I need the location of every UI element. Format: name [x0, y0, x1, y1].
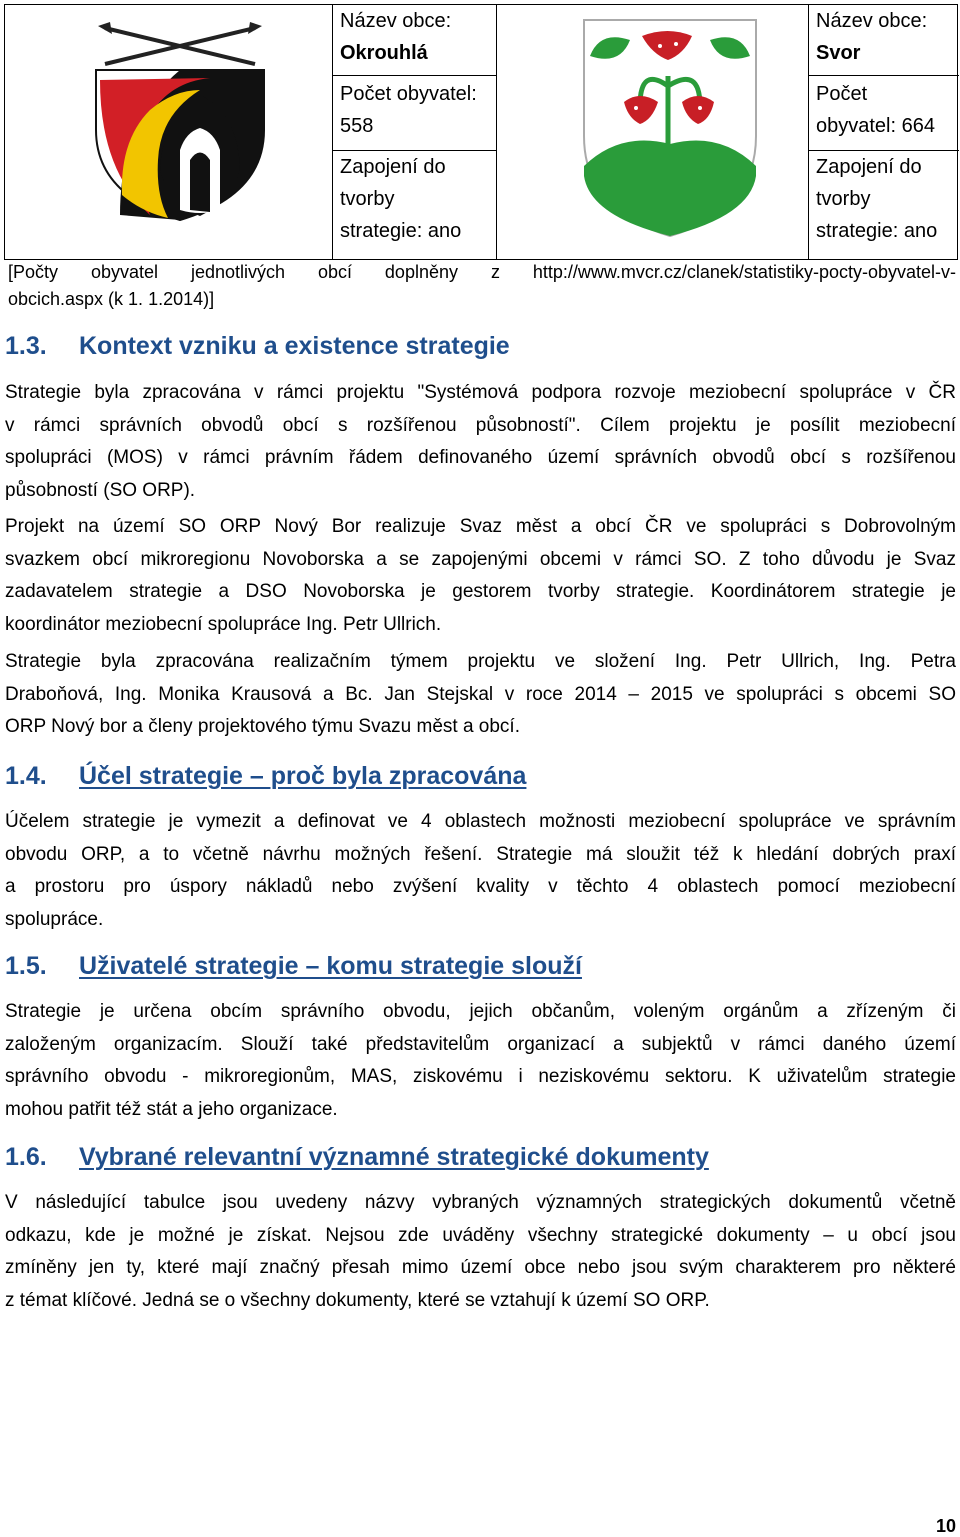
paragraph-line: Strategie je určena obcím správního obvodu, jejich občanům, voleným orgánům a zřízeným či [5, 1001, 956, 1022]
source-word: z [490, 262, 500, 282]
section-heading [5, 762, 526, 791]
paragraph-line: obvodu ORP, a to včetně návrhu možných řešení. Strategie má sloužit též k hledání dobrých praxí [5, 843, 956, 865]
svor-name: Svor [816, 42, 861, 64]
paragraph-line: ORP Nový bor a členy projektového týmu Svazu měst a obcí. [5, 716, 520, 737]
table-divider [332, 75, 496, 76]
svor-name-label: Název obce: [816, 10, 928, 32]
paragraph [5, 996, 956, 1126]
source-word: obyvatel [90, 262, 159, 282]
paragraph-line: spolupráci (MOS) v rámci právním řádem definovaného území správních obvodů obcí s rozšířenou [5, 447, 956, 468]
okrouhla-coat-of-arms [90, 20, 270, 222]
paragraph-line: Strategie byla zpracována v rámci projektu "Systémová podpora rozvoje meziobecní spolupráce v ČR [5, 382, 956, 403]
okrouhla-name-label: Název obce: [340, 10, 452, 32]
source-word: jednotlivých [190, 262, 286, 282]
paragraph-line: správního obvodu - mikroregionům, MAS, ziskovému i neziskovému sektoru. K uživatelům strategie [5, 1066, 956, 1087]
table-divider [332, 5, 333, 259]
paragraph-line: Projekt na území SO ORP Nový Bor realizuje Svaz měst a obcí ČR ve spolupráci s Dobrovolným [5, 516, 956, 537]
paragraph [5, 1187, 956, 1317]
section-title: Kontext vzniku a existence strategie [79, 332, 510, 360]
paragraph [5, 646, 956, 744]
table-divider [808, 5, 809, 259]
section-number: 1.6. [5, 1143, 47, 1171]
paragraph-line: působností (SO ORP). [5, 479, 196, 501]
section-number: 1.3. [5, 332, 47, 360]
paragraph-line: založeným organizacím. Slouží také představitelům organizací a subjektů v rámci daného území [5, 1033, 956, 1055]
section-heading [5, 952, 582, 981]
okrouhla-involvement: tvorby [340, 188, 395, 210]
source-word: obcí [317, 262, 352, 282]
source-word: doplněny [384, 262, 458, 282]
paragraph [5, 806, 956, 936]
okrouhla-involvement: Zapojení do [340, 156, 446, 178]
source-note-end: obcich.aspx (k 1. 1.2014)] [8, 289, 215, 309]
section-number: 1.5. [5, 952, 47, 980]
svor-involvement: tvorby [816, 188, 871, 210]
section-title: Vybrané relevantní významné strategické dokumenty [79, 1143, 709, 1171]
svor-involvement: strategie: ano [816, 220, 938, 242]
table-divider [808, 75, 959, 76]
svor-population-label: Počet [816, 83, 868, 105]
paragraph [5, 377, 956, 507]
section-heading [5, 1143, 709, 1172]
okrouhla-name: Okrouhlá [340, 42, 428, 64]
paragraph-line: Účelem strategie je vymezit a definovat ve 4 oblastech možnosti meziobecní spolupráce ve správním [5, 811, 956, 832]
paragraph-line: koordinátor meziobecní spolupráce Ing. Petr Ullrich. [5, 613, 442, 635]
paragraph-line: mohou patřit též stát a jeho organizace. [5, 1098, 338, 1120]
paragraph-line: spolupráce. [5, 908, 104, 930]
okrouhla-population: 558 [340, 115, 374, 137]
paragraph-line: Draboňová, Ing. Monika Krausová a Bc. Jan Stejskal v roce 2014 – 2015 ve spolupráci s obcemi SO [5, 683, 956, 705]
section-number: 1.4. [5, 762, 47, 790]
paragraph-line: Strategie byla zpracována realizačním týmem projektu ve složení Ing. Petr Ullrich, Ing. Petra [5, 651, 956, 672]
paragraph-line: a prostoru pro úspory nákladů nebo zvýšení kvality v těchto 4 oblastech pomocí meziobecní [5, 876, 956, 897]
paragraph-line: V následující tabulce jsou uvedeny názvy vybraných významných strategických dokumentů včetně [5, 1192, 956, 1213]
source-word: [Počty [8, 262, 59, 282]
source-note [8, 258, 956, 286]
section-title: Účel strategie – proč byla zpracována [79, 762, 527, 790]
source-link[interactable]: http://www.mvcr.cz/clanek/statistiky-pocty-obyvatel-v- [532, 262, 956, 282]
paragraph-line: svazkem obcí mikroregionu Novoborska a se zapojenými obcemi v rámci SO. Z toho důvodu je Svaz [5, 548, 956, 570]
svor-involvement: Zapojení do [816, 156, 922, 178]
paragraph-line: zadavatelem strategie a DSO Novoborska je gestorem tvorby strategie. Koordinátorem strategie je [5, 581, 956, 602]
section-heading [5, 332, 510, 361]
okrouhla-population-label: Počet obyvatel: [340, 83, 477, 105]
section-title: Uživatelé strategie – komu strategie slouží [79, 952, 582, 980]
paragraph-line: z témat klíčové. Jedná se o všechny dokumenty, které se vztahují k území SO ORP. [5, 1289, 710, 1311]
okrouhla-involvement: strategie: ano [340, 220, 462, 242]
svor-population: obyvatel: 664 [816, 115, 935, 137]
svor-coat-of-arms [580, 16, 760, 238]
paragraph [5, 511, 956, 641]
paragraph-line: odkazu, kde je možné je získat. Nejsou zde uváděny všechny strategické dokumenty – u obcí jsou [5, 1224, 956, 1246]
paragraph-line: v rámci správních obvodů obcí s rozšířenou působností". Cílem projektu je posílit meziobecní [5, 414, 956, 436]
page-number: 10 [935, 1516, 956, 1536]
paragraph-line: zmíněny jen ty, které mají značný přesah mimo území obce nebo jsou svým charakterem pro některé [5, 1257, 956, 1278]
table-divider [496, 5, 497, 259]
